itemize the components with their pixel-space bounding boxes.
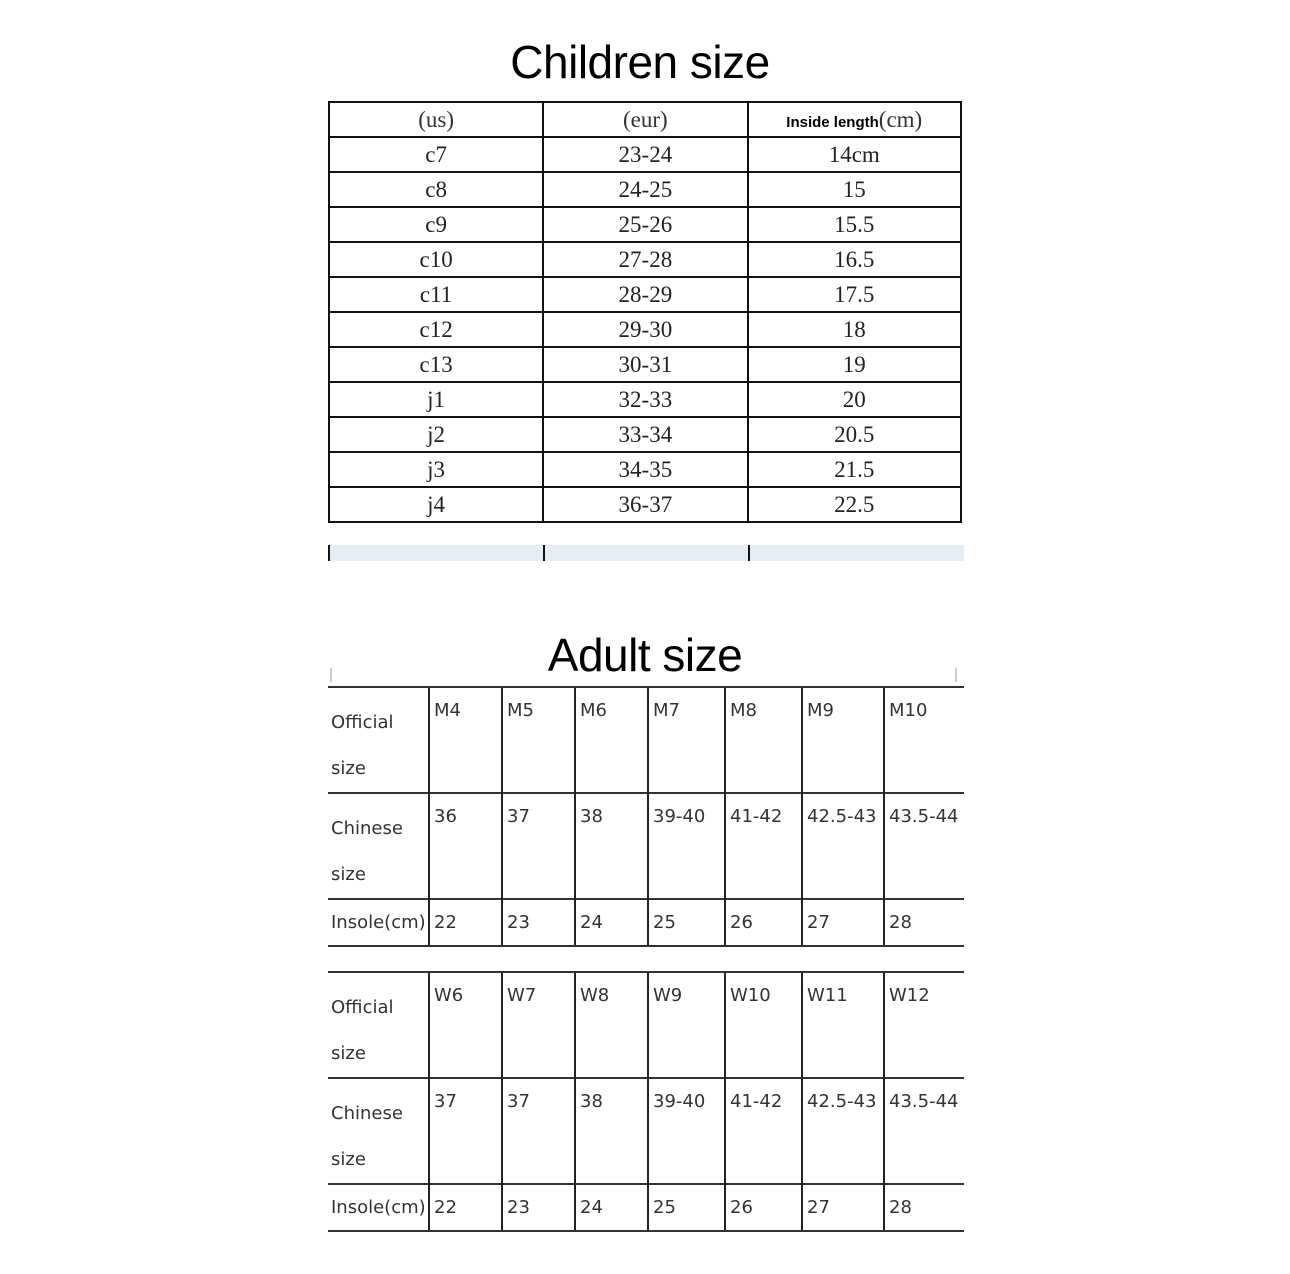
children-size-table xyxy=(328,101,962,523)
insole-value: 25 xyxy=(653,1197,676,1218)
children-header-row xyxy=(329,102,961,137)
official-size-value: W12 xyxy=(889,985,930,1006)
official-size-cell xyxy=(725,972,802,1078)
eur-size-cell: 27-28 xyxy=(543,242,747,277)
us-size-cell: c12 xyxy=(329,312,543,347)
insole-cell xyxy=(429,899,502,946)
official-size-value: W10 xyxy=(730,985,771,1006)
chinese-size-cell xyxy=(429,1078,502,1184)
insole-cell xyxy=(884,899,964,946)
official-size-cell xyxy=(725,687,802,793)
official-size-cell xyxy=(502,687,575,793)
insole-label-text: Insole(cm) xyxy=(331,1197,426,1218)
insole-row-label xyxy=(328,899,429,946)
chinese-size-value: 41-42 xyxy=(730,1091,783,1112)
chinese-size-label-line: Chinese xyxy=(331,1103,403,1124)
us-column-header: (us) xyxy=(329,102,543,137)
table-bottom-edge xyxy=(328,545,964,561)
chinese-size-cell xyxy=(725,1078,802,1184)
insole-value: 27 xyxy=(807,912,830,933)
table-row xyxy=(329,312,961,347)
insole-value: 28 xyxy=(889,1197,912,1218)
insole-cell xyxy=(429,1184,502,1231)
official-size-row-label xyxy=(328,687,429,793)
insole-row-label xyxy=(328,1184,429,1231)
inside-length-cell: 20 xyxy=(748,382,961,417)
insole-value: 26 xyxy=(730,912,753,933)
divider-mark xyxy=(330,668,332,682)
women-size-table xyxy=(328,971,964,1232)
chinese-size-value: 38 xyxy=(580,1091,603,1112)
table-row xyxy=(329,382,961,417)
chinese-size-row-label xyxy=(328,793,429,899)
children-size-title: Children size xyxy=(510,36,770,88)
eur-size-cell: 33-34 xyxy=(543,417,747,452)
eur-size-cell: 23-24 xyxy=(543,137,747,172)
table-row xyxy=(329,452,961,487)
insole-cell xyxy=(884,1184,964,1231)
insole-row xyxy=(328,1184,964,1231)
table-row xyxy=(329,242,961,277)
inside-length-label: Inside length xyxy=(786,113,879,131)
official-size-value: M8 xyxy=(730,700,757,721)
insole-value: 22 xyxy=(434,912,457,933)
eur-size-cell: 25-26 xyxy=(543,207,747,242)
us-size-cell: c9 xyxy=(329,207,543,242)
official-size-value: M10 xyxy=(889,700,928,721)
insole-cell xyxy=(575,899,648,946)
us-size-cell: c7 xyxy=(329,137,543,172)
chinese-size-cell xyxy=(802,793,884,899)
chinese-size-label-line: size xyxy=(331,1149,366,1170)
chinese-size-value: 42.5-43 xyxy=(807,1091,877,1112)
chinese-size-cell xyxy=(502,1078,575,1184)
official-size-cell xyxy=(884,687,964,793)
inside-length-cell: 15 xyxy=(748,172,961,207)
eur-size-cell: 28-29 xyxy=(543,277,747,312)
chinese-size-cell xyxy=(575,1078,648,1184)
insole-cell xyxy=(502,899,575,946)
chinese-size-cell xyxy=(502,793,575,899)
insole-row xyxy=(328,899,964,946)
us-size-cell: c8 xyxy=(329,172,543,207)
chinese-size-cell xyxy=(884,1078,964,1184)
inside-length-cell: 18 xyxy=(748,312,961,347)
official-size-label-line: Official xyxy=(331,712,394,733)
inside-length-cell: 20.5 xyxy=(748,417,961,452)
chinese-size-value: 38 xyxy=(580,806,603,827)
insole-value: 27 xyxy=(807,1197,830,1218)
us-size-cell: j1 xyxy=(329,382,543,417)
chinese-size-value: 43.5-44 xyxy=(889,806,959,827)
chinese-size-value: 37 xyxy=(507,806,530,827)
table-row xyxy=(329,417,961,452)
eur-size-cell: 30-31 xyxy=(543,347,747,382)
chinese-size-value: 37 xyxy=(507,1091,530,1112)
insole-cell xyxy=(502,1184,575,1231)
official-size-cell xyxy=(429,687,502,793)
official-size-cell xyxy=(429,972,502,1078)
official-size-cell xyxy=(802,972,884,1078)
official-size-value: M5 xyxy=(507,700,534,721)
official-size-value: M7 xyxy=(653,700,680,721)
official-size-value: W8 xyxy=(580,985,610,1006)
insole-value: 24 xyxy=(580,912,603,933)
men-size-table xyxy=(328,686,964,947)
chinese-size-value: 39-40 xyxy=(653,1091,706,1112)
inside-length-column-header xyxy=(748,102,961,137)
inside-length-cell: 15.5 xyxy=(748,207,961,242)
chinese-size-cell xyxy=(648,1078,725,1184)
official-size-value: M4 xyxy=(434,700,461,721)
official-size-cell xyxy=(648,972,725,1078)
official-size-row xyxy=(328,687,964,793)
official-size-cell xyxy=(502,972,575,1078)
chinese-size-cell xyxy=(884,793,964,899)
official-size-value: W9 xyxy=(653,985,683,1006)
chinese-size-row xyxy=(328,1078,964,1184)
us-size-cell: j4 xyxy=(329,487,543,522)
insole-value: 25 xyxy=(653,912,676,933)
eur-size-cell: 29-30 xyxy=(543,312,747,347)
official-size-value: W11 xyxy=(807,985,848,1006)
insole-value: 23 xyxy=(507,912,530,933)
table-row xyxy=(329,277,961,312)
official-size-label-line: size xyxy=(331,758,366,779)
chinese-size-cell xyxy=(429,793,502,899)
official-size-value: W6 xyxy=(434,985,464,1006)
us-size-cell: j2 xyxy=(329,417,543,452)
chinese-size-cell xyxy=(648,793,725,899)
official-size-row xyxy=(328,972,964,1078)
table-row xyxy=(329,137,961,172)
table-row xyxy=(329,487,961,522)
insole-value: 23 xyxy=(507,1197,530,1218)
chinese-size-value: 41-42 xyxy=(730,806,783,827)
insole-value: 26 xyxy=(730,1197,753,1218)
insole-cell xyxy=(725,1184,802,1231)
table-row xyxy=(329,172,961,207)
table-row xyxy=(329,347,961,382)
us-size-cell: j3 xyxy=(329,452,543,487)
chinese-size-cell xyxy=(575,793,648,899)
official-size-value: M6 xyxy=(580,700,607,721)
eur-column-header: (eur) xyxy=(543,102,747,137)
adult-size-title: Adult size xyxy=(547,629,743,681)
official-size-value: M9 xyxy=(807,700,834,721)
eur-size-cell: 34-35 xyxy=(543,452,747,487)
chinese-size-value: 36 xyxy=(434,806,457,827)
official-size-cell xyxy=(884,972,964,1078)
inside-length-cell: 16.5 xyxy=(748,242,961,277)
us-size-cell: c13 xyxy=(329,347,543,382)
chinese-size-value: 39-40 xyxy=(653,806,706,827)
official-size-cell xyxy=(575,687,648,793)
chinese-size-value: 43.5-44 xyxy=(889,1091,959,1112)
chinese-size-value: 37 xyxy=(434,1091,457,1112)
chinese-size-value: 42.5-43 xyxy=(807,806,877,827)
official-size-value: W7 xyxy=(507,985,537,1006)
insole-value: 28 xyxy=(889,912,912,933)
chinese-size-row-label xyxy=(328,1078,429,1184)
chinese-size-label-line: size xyxy=(331,864,366,885)
insole-value: 22 xyxy=(434,1197,457,1218)
official-size-label-line: Official xyxy=(331,997,394,1018)
insole-label-text: Insole(cm) xyxy=(331,912,426,933)
inside-length-cell: 22.5 xyxy=(748,487,961,522)
inside-length-cell: 17.5 xyxy=(748,277,961,312)
eur-size-cell: 32-33 xyxy=(543,382,747,417)
eur-size-cell: 36-37 xyxy=(543,487,747,522)
insole-value: 24 xyxy=(580,1197,603,1218)
inside-length-cell: 21.5 xyxy=(748,452,961,487)
official-size-row-label xyxy=(328,972,429,1078)
insole-cell xyxy=(725,899,802,946)
inside-length-cell: 14cm xyxy=(748,137,961,172)
table-row xyxy=(329,207,961,242)
insole-cell xyxy=(802,1184,884,1231)
official-size-cell xyxy=(648,687,725,793)
insole-cell xyxy=(575,1184,648,1231)
us-size-cell: c11 xyxy=(329,277,543,312)
insole-cell xyxy=(802,899,884,946)
chinese-size-row xyxy=(328,793,964,899)
divider-mark xyxy=(955,668,957,682)
chinese-size-cell xyxy=(725,793,802,899)
us-size-cell: c10 xyxy=(329,242,543,277)
eur-size-cell: 24-25 xyxy=(543,172,747,207)
insole-cell xyxy=(648,899,725,946)
official-size-label-line: size xyxy=(331,1043,366,1064)
official-size-cell xyxy=(802,687,884,793)
insole-cell xyxy=(648,1184,725,1231)
chinese-size-label-line: Chinese xyxy=(331,818,403,839)
official-size-cell xyxy=(575,972,648,1078)
cm-unit-label: (cm) xyxy=(878,106,923,132)
inside-length-cell: 19 xyxy=(748,347,961,382)
chinese-size-cell xyxy=(802,1078,884,1184)
